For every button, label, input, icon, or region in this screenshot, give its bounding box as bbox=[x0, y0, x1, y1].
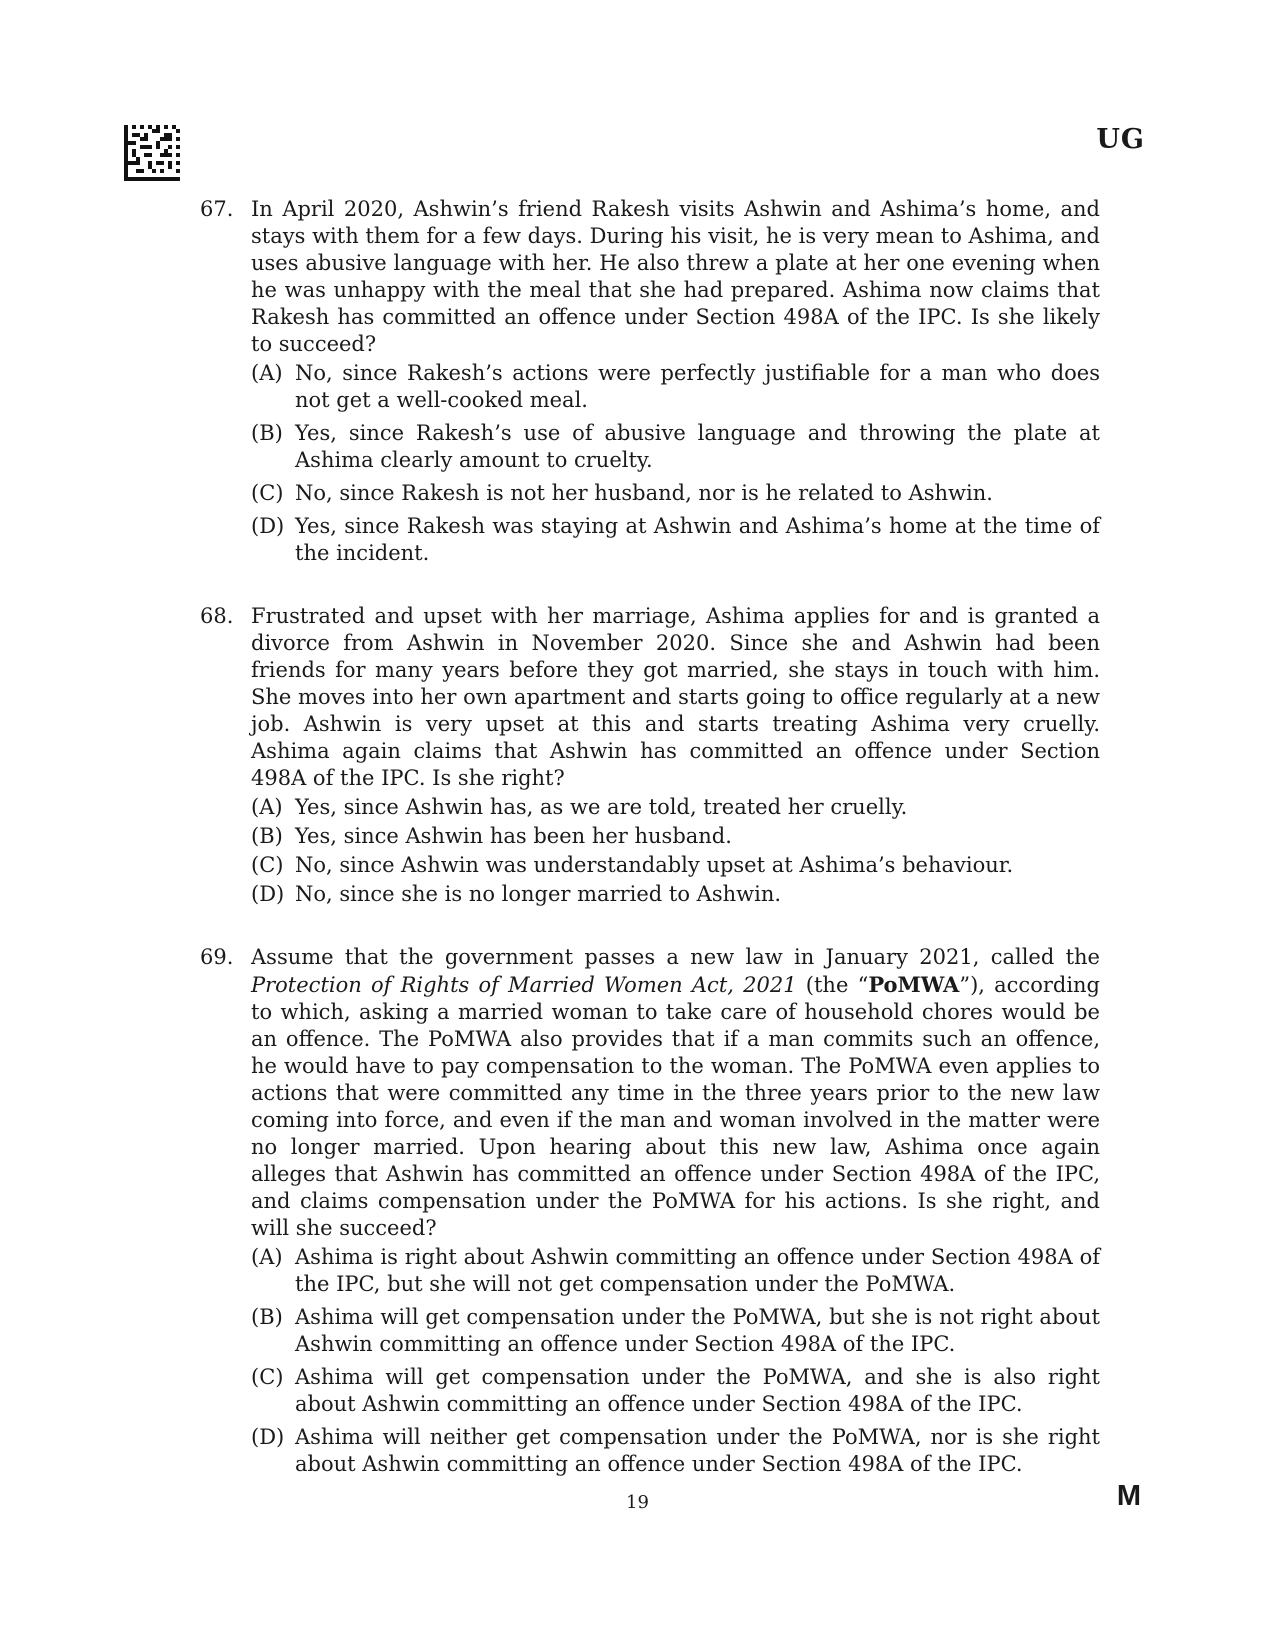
question-67 bbox=[200, 196, 1100, 567]
option-letter: (A) bbox=[251, 795, 283, 819]
option-a bbox=[251, 360, 1100, 414]
option-letter: (B) bbox=[251, 824, 283, 848]
option-letter: (A) bbox=[251, 361, 283, 385]
act-abbreviation: PoMWA bbox=[868, 972, 960, 997]
option-text: Ashima will get compensation under the PoMWA, and she is also right about Ashwin committing an offence under Section 498A of the IPC. bbox=[295, 1365, 1100, 1416]
question-number: 68. bbox=[200, 604, 234, 628]
option-list bbox=[251, 360, 1100, 567]
option-d bbox=[251, 1424, 1100, 1478]
question-list bbox=[200, 196, 1100, 1484]
option-letter: (B) bbox=[251, 421, 283, 445]
option-letter: (D) bbox=[251, 514, 285, 538]
option-a bbox=[251, 1244, 1100, 1298]
option-text: Yes, since Ashwin has, as we are told, treated her cruelly. bbox=[295, 795, 908, 819]
question-number: 69. bbox=[200, 945, 234, 969]
option-text: Yes, since Ashwin has been her husband. bbox=[295, 824, 732, 848]
option-letter: (C) bbox=[251, 853, 284, 877]
stem-text: Assume that the government passes a new law in January 2021, called the bbox=[251, 945, 1100, 969]
option-letter: (C) bbox=[251, 1365, 284, 1389]
option-letter: (A) bbox=[251, 1245, 283, 1269]
option-b bbox=[251, 420, 1100, 474]
option-b bbox=[251, 1304, 1100, 1358]
qr-code-icon bbox=[124, 125, 180, 181]
question-stem: In April 2020, Ashwin’s friend Rakesh visits Ashwin and Ashima’s home, and stays with them for a few days. During his visit, he is very mean to Ashima, and uses abusive language with her. He also threw a plate at her one evening when he was unhappy with the meal that she had prepared. Ashima now claims that Rakesh has committed an offence under Section 498A of the IPC. Is she likely to succeed? bbox=[251, 197, 1100, 356]
question-number: 67. bbox=[200, 197, 234, 221]
option-d bbox=[251, 513, 1100, 567]
option-letter: (B) bbox=[251, 1305, 283, 1329]
series-letter: M bbox=[1116, 1480, 1141, 1512]
option-letter: (D) bbox=[251, 1425, 285, 1449]
option-text: Yes, since Rakesh was staying at Ashwin and Ashima’s home at the time of the incident. bbox=[295, 514, 1100, 565]
option-text: Ashima is right about Ashwin committing an offence under Section 498A of the IPC, but she will not get compensation under the PoMWA. bbox=[295, 1245, 1100, 1296]
paper-code-tag: UG bbox=[1096, 124, 1145, 155]
option-letter: (D) bbox=[251, 882, 285, 906]
question-stem bbox=[251, 944, 1100, 1242]
act-title: Protection of Rights of Married Women Act, 2021 bbox=[251, 973, 797, 997]
option-text: No, since she is no longer married to Ashwin. bbox=[295, 882, 782, 906]
page-number: 19 bbox=[626, 1492, 649, 1513]
option-a bbox=[251, 794, 1100, 821]
option-text: No, since Ashwin was understandably upset at Ashima’s behaviour. bbox=[295, 853, 1014, 877]
option-list bbox=[251, 1244, 1100, 1478]
option-text: Yes, since Rakesh’s use of abusive language and throwing the plate at Ashima clearly amount to cruelty. bbox=[295, 421, 1100, 472]
option-c bbox=[251, 1364, 1100, 1418]
option-d bbox=[251, 881, 1100, 908]
option-letter: (C) bbox=[251, 481, 284, 505]
option-list bbox=[251, 794, 1100, 908]
question-68 bbox=[200, 603, 1100, 908]
option-c bbox=[251, 480, 1100, 507]
option-text: No, since Rakesh’s actions were perfectly justifiable for a man who does not get a well-cooked meal. bbox=[295, 361, 1100, 412]
stem-text: ”), according to which, asking a married woman to take care of household chores would be an offence. The PoMWA also provides that if a man commits such an offence, he would have to pay compensation to the woman. The PoMWA even applies to actions that were committed any time in the three years prior to the new law coming into force, and even if the man and woman involved in the matter were no longer married. Upon hearing about this new law, Ashima once again alleges that Ashwin has committed an offence under Section 498A of the IPC, and claims compensation under the PoMWA for his actions. Is she right, and will she succeed? bbox=[251, 973, 1101, 1240]
option-c bbox=[251, 852, 1100, 879]
option-text: Ashima will get compensation under the PoMWA, but she is not right about Ashwin committing an offence under Section 498A of the IPC. bbox=[295, 1305, 1100, 1356]
option-text: Ashima will neither get compensation under the PoMWA, nor is she right about Ashwin committing an offence under Section 498A of the IPC. bbox=[295, 1425, 1100, 1476]
option-b bbox=[251, 823, 1100, 850]
option-text: No, since Rakesh is not her husband, nor is he related to Ashwin. bbox=[295, 481, 993, 505]
question-stem: Frustrated and upset with her marriage, Ashima applies for and is granted a divorce from Ashwin in November 2020. Since she and Ashwin had been friends for many years before they got married, she stays in touch with him. She moves into her own apartment and starts going to office regularly at a new job. Ashwin is very upset at this and starts treating Ashima very cruelly. Ashima again claims that Ashwin has committed an offence under Section 498A of the IPC. Is she right? bbox=[251, 604, 1100, 790]
question-69 bbox=[200, 944, 1100, 1478]
stem-text: (the “ bbox=[796, 973, 869, 997]
